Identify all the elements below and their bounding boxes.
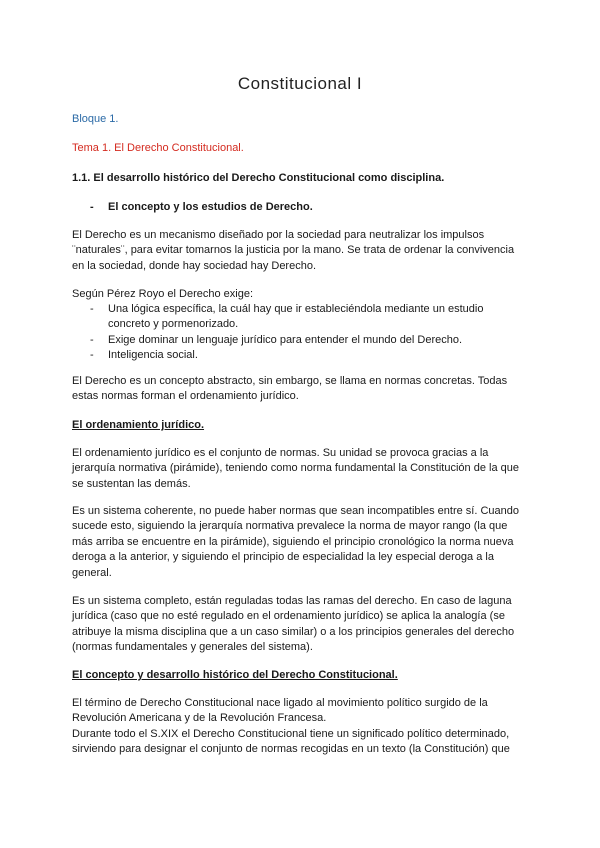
exige-item: - Inteligencia social. (72, 348, 528, 363)
document-title: Constitucional I (237, 74, 363, 93)
exige-item: - Una lógica específica, la cuál hay que ir estableciéndola mediante un estudio concreto y pormenorizado. (72, 302, 528, 333)
bloque-heading: Bloque 1. (72, 113, 119, 125)
tema-heading: Tema 1. El Derecho Constitucional. (72, 142, 244, 154)
exige-item: - Exige dominar un lenguaje jurídico para entender el mundo del Derecho. (72, 333, 528, 348)
section-heading-1-1: 1.1. El desarrollo histórico del Derecho Constitucional como disciplina. (72, 172, 445, 184)
paragraph-ordenamiento-definicion: El ordenamiento jurídico es el conjunto de normas. Su unidad se provoca gracias a la jerarquía normativa (pirámide), teniendo como norma fundamental la Constitución de la que se sustentan las demás. (72, 447, 519, 490)
subheading-list (72, 200, 528, 215)
paragraph-derecho-definicion: El Derecho es un mecanismo diseñado por la sociedad para neutralizar los impulsos ¨naturales¨, para evitar tomarnos la justicia por la mano. Se trata de ordenar la convivencia en la sociedad, donde hay sociedad hay Derecho. (72, 229, 515, 272)
paragraph-sistema-completo: Es un sistema completo, están reguladas todas las ramas del derecho. En caso de laguna jurídica (caso que no esté regulado en el ordenamiento jurídico) se aplica la analogía (se atribuye la misma disciplina que a un caso similar) o a los principios generales del derecho (normas fundamentales y generales del sistema). (72, 595, 515, 654)
exige-list (72, 302, 528, 364)
paragraph-siglo-xix: Durante todo el S.XIX el Derecho Constitucional tiene un significado político determinado, sirviendo para designar el conjunto de normas recogidas en un texto (la Constitución) que (72, 728, 510, 756)
paragraph-termino-derecho: El término de Derecho Constitucional nace ligado al movimiento político surgido de la Revolución Americana y de la Revolución Francesa. (72, 697, 488, 725)
paragraph-derecho-abstracto: El Derecho es un concepto abstracto, sin embargo, se llama en normas concretas. Todas estas normas forman el ordenamiento jurídico. (72, 375, 508, 403)
heading-ordenamiento: El ordenamiento jurídico. (72, 419, 205, 431)
heading-concepto-desarrollo: El concepto y desarrollo histórico del Derecho Constitucional. (72, 669, 398, 681)
paragraph-perez-royo-intro: Según Pérez Royo el Derecho exige: (72, 288, 253, 300)
subheading-concepto: - El concepto y los estudios de Derecho. (72, 200, 528, 215)
paragraph-sistema-coherente: Es un sistema coherente, no puede haber normas que sean incompatibles entre sí. Cuando sucede esto, siguiendo la jerarquía normativa prevalece la norma de mayor rango (la que más arriba se encuentre en la pirámide), siguiendo el principio cronológico la norma nueva deroga a la anterior, y siguiendo el principio de especialidad la ley especial deroga a la general. (72, 505, 519, 579)
